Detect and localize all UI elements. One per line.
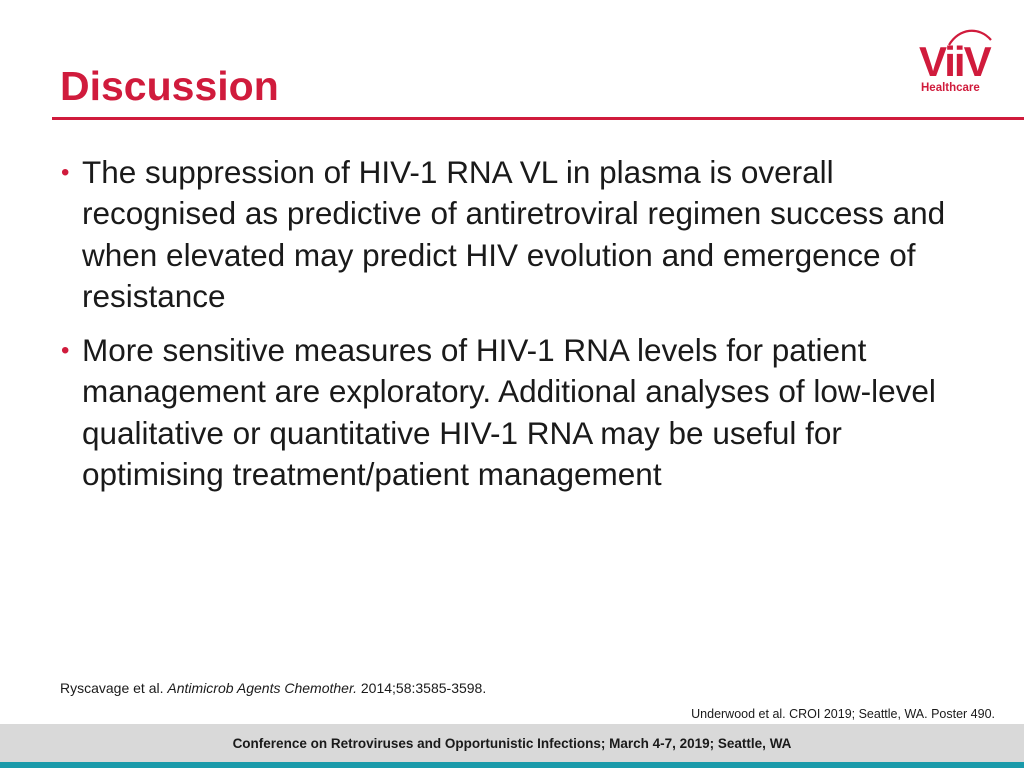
- reference-journal: Antimicrob Agents Chemother.: [167, 680, 357, 696]
- bullet-list: [60, 152, 960, 508]
- logo-wordmark: ViiV: [919, 38, 990, 85]
- logo-subtitle: Healthcare: [921, 82, 980, 94]
- footer-conference: Conference on Retroviruses and Opportunistic Infections; March 4-7, 2019; Seattle, WA: [232, 736, 792, 751]
- bullet-text: More sensitive measures of HIV-1 RNA levels for patient management are exploratory. Additional analyses of low-level qualitative or quantitative HIV-1 RNA may be useful for optimising treatment/patient management: [82, 332, 936, 493]
- bullet-text: The suppression of HIV-1 RNA VL in plasma is overall recognised as predictive of antiretroviral regimen success and when elevated may predict HIV evolution and emergence of resistance: [82, 154, 946, 314]
- bullet-item: [60, 330, 960, 495]
- reference-authors: Ryscavage et al.: [60, 680, 164, 696]
- bullet-dot-icon: •: [61, 337, 70, 365]
- bullet-dot-icon: •: [61, 159, 70, 186]
- bullet-item: [60, 152, 960, 317]
- reference-secondary: Underwood et al. CROI 2019; Seattle, WA. Poster 490.: [691, 707, 995, 721]
- footer-bar: [0, 724, 1024, 762]
- footer-stripe: [0, 762, 1024, 768]
- title-divider: [52, 117, 1024, 120]
- reference-citation: 2014;58:3585-3598.: [360, 680, 487, 696]
- slide-title: Discussion: [60, 63, 279, 109]
- viiv-logo: [915, 26, 1001, 98]
- reference-primary: [60, 679, 486, 697]
